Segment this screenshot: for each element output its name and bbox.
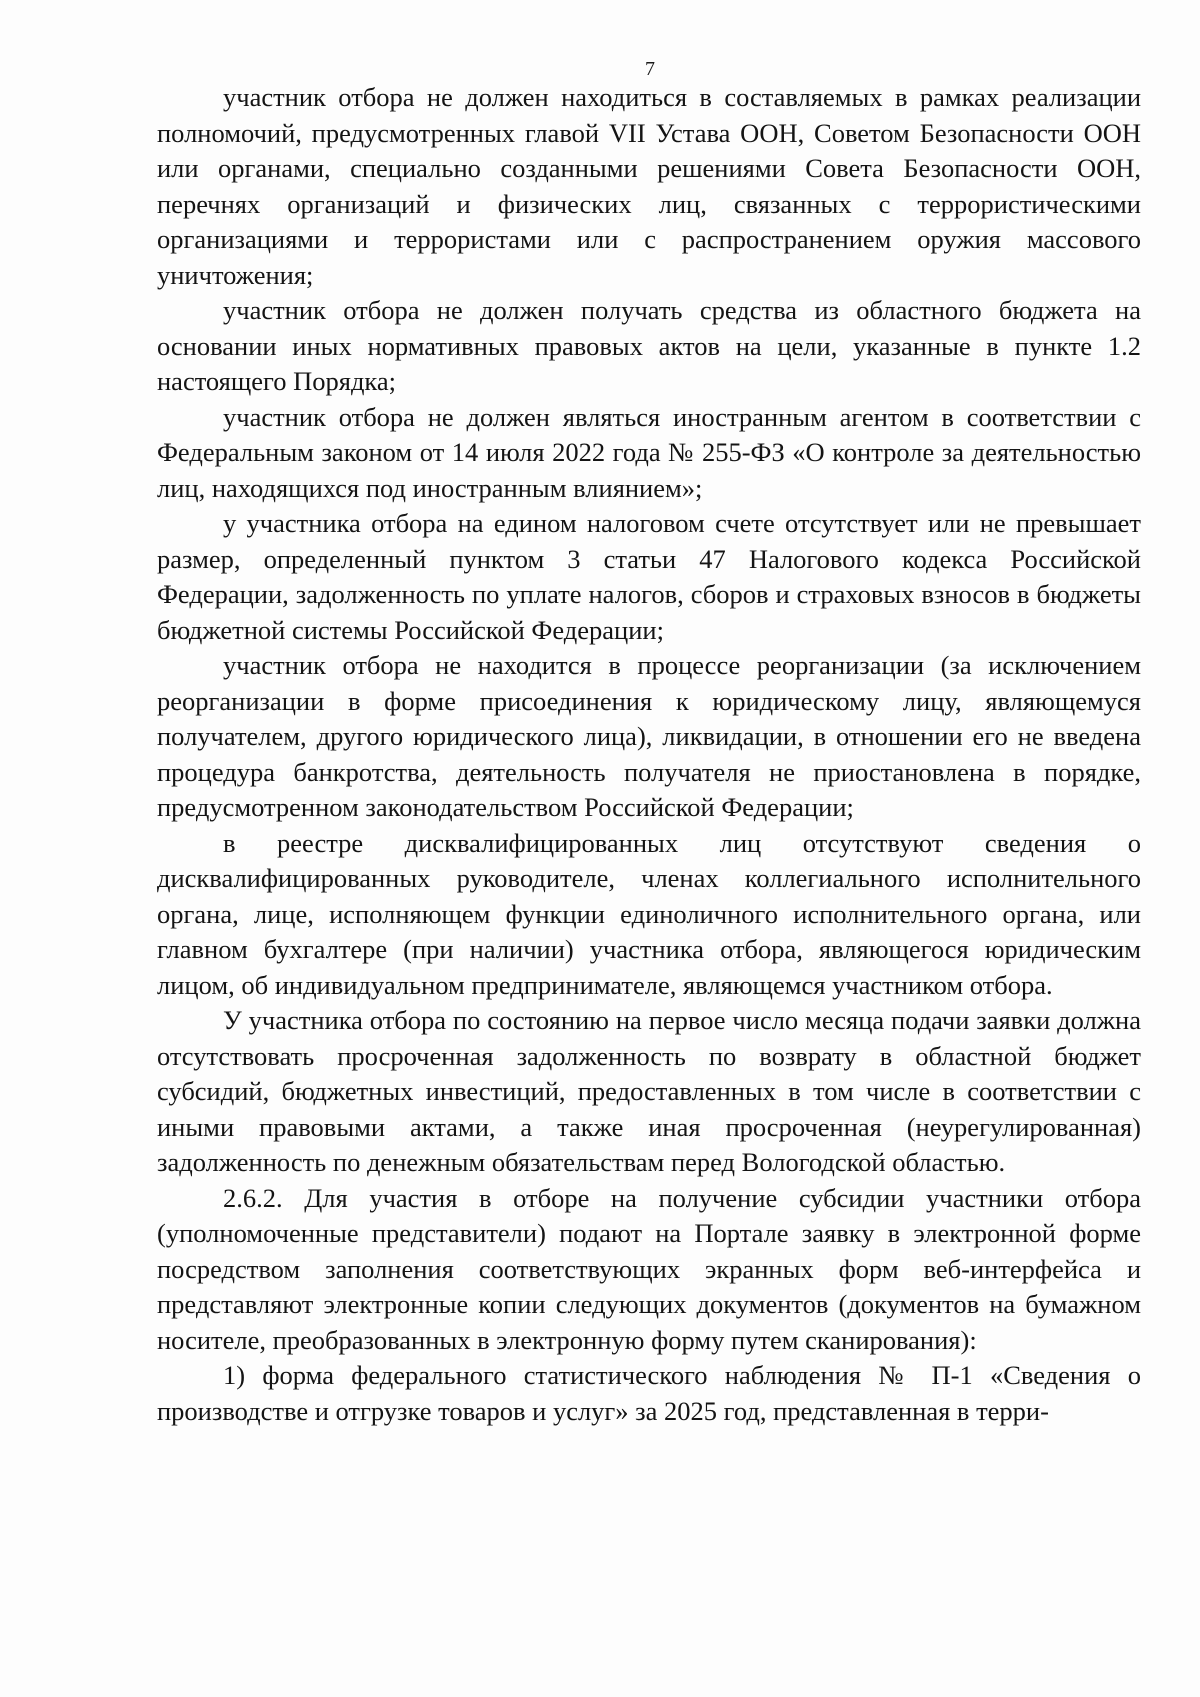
paragraph: у участника отбора на едином налоговом счете отсутствует или не превышает размер, определенный пунктом 3 статьи 47 Налогового кодекса Российской Федерации, задолженность по уплате налогов, сборов и страховых взносов в бюджеты бюджетной системы Российской Федерации;: [157, 508, 1141, 645]
paragraph: У участника отбора по состоянию на первое число месяца подачи заявки должна отсутствовать просроченная задолженность по возврату в областной бюджет субсидий, бюджетных инвестиций, предоставленных в том числе в соответствии с иными правовыми актами, а также иная просроченная (неурегулированная) задолженность по денежным обязательствам перед Вологодской областью.: [157, 1005, 1141, 1177]
paragraph: участник отбора не должен являться иностранным агентом в соответствии с Федеральным законом от 14 июля 2022 года № 255-ФЗ «О контроле за деятельностью лиц, находящихся под иностранным влиянием»;: [157, 401, 1141, 503]
page-number: 7: [645, 58, 655, 80]
paragraph: 1) форма федерального статистического наблюдения № П-1 «Сведения о производстве и отгрузке товаров и услуг» за 2025 год, представленная в терри-: [157, 1360, 1141, 1426]
paragraph: в реестре дисквалифицированных лиц отсутствуют сведения о дисквалифицированных руководителе, членах коллегиального исполнительного органа, лице, исполняющем функции единоличного исполнительного органа, или главном бухгалтере (при наличии) участника отбора, являющегося юридическим лицом, об индивидуальном предпринимателе, являющемся участником отбора.: [157, 827, 1141, 1000]
paragraph: участник отбора не должен получать средства из областного бюджета на основании иных нормативных правовых актов на цели, указанные в пункте 1.2 настоящего Порядка;: [157, 295, 1141, 396]
document-body: [157, 80, 1141, 1429]
paragraph: участник отбора не находится в процессе реорганизации (за исключением реорганизации в форме присоединения к юридическому лицу, являющемуся получателем, другого юридического лица), ликвидации, в отношении его не введена процедура банкротства, деятельность получателя не приостановлена в порядке, предусмотренном законодательством Российской Федерации;: [157, 650, 1141, 822]
paragraph: 2.6.2. Для участия в отборе на получение субсидии участники отбора (уполномоченные представители) подают на Портале заявку в электронной форме посредством заполнения соответствующих экранных форм веб-интерфейса и представляют электронные копии следующих документов (документов на бумажном носителе, преобразованных в электронную форму путем сканирования):: [157, 1182, 1141, 1355]
paragraph: участник отбора не должен находиться в составляемых в рамках реализации полномочий, предусмотренных главой VII Устава ООН, Советом Безопасности ООН или органами, специально созданными решениями Совета Безопасности ООН, перечнях организаций и физических лиц, связанных с террористическими организациями и террористами или с распространением оружия массового уничтожения;: [157, 82, 1141, 290]
